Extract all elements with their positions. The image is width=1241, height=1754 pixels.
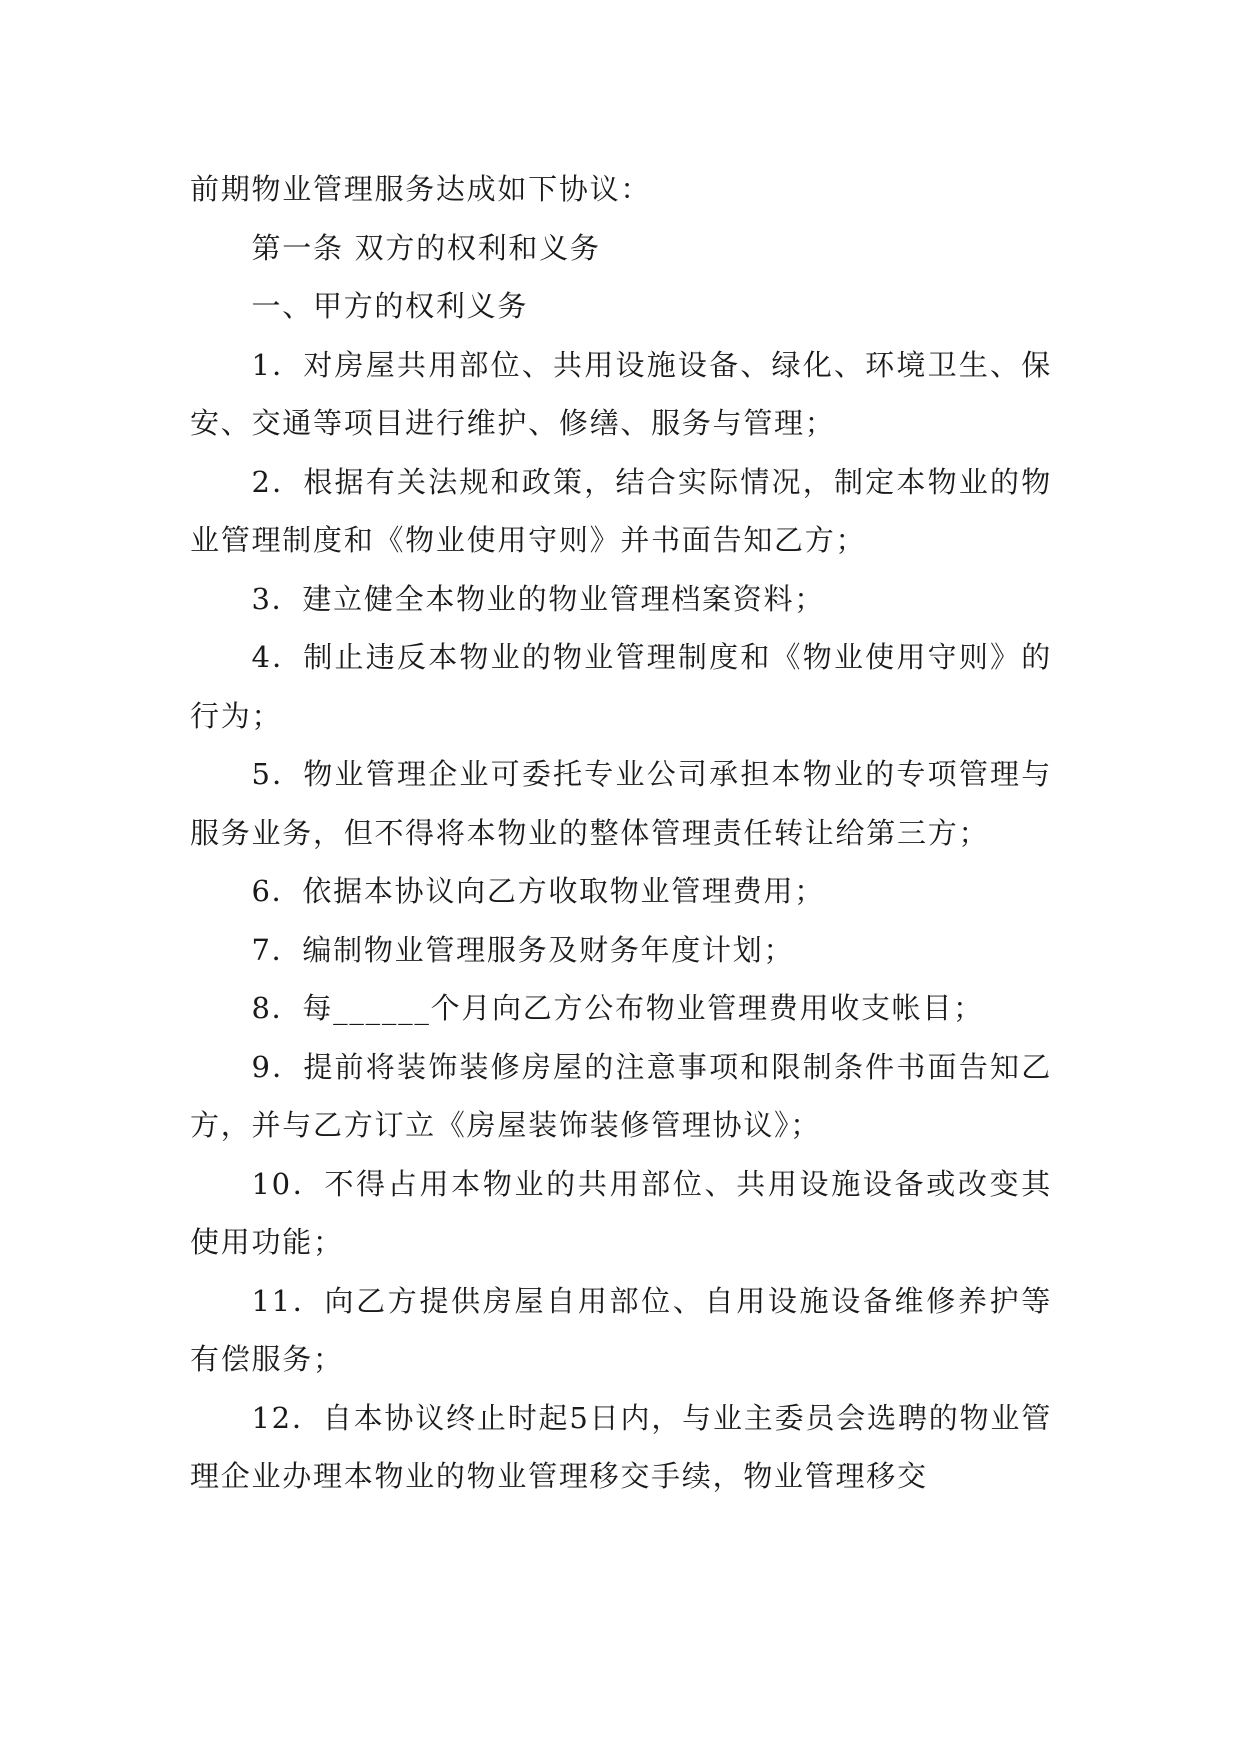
clause-10: 10．不得占用本物业的共用部位、共用设施设备或改变其使用功能；	[190, 1166, 1052, 1259]
article-heading: 第一条 双方的权利和义务	[251, 230, 601, 265]
clause-6: 6．依据本协议向乙方收取物业管理费用；	[251, 874, 825, 908]
section-heading: 一、甲方的权利义务	[251, 289, 529, 323]
document-body	[190, 160, 1052, 1506]
clause-5: 5．物业管理企业可委托专业公司承担本物业的专项管理与服务业务，但不得将本物业的整体管理责任转让给第三方；	[190, 757, 1052, 850]
clause-7: 7．编制物业管理服务及财务年度计划；	[251, 932, 795, 967]
paragraph-intro: 前期物业管理服务达成如下协议：	[190, 172, 652, 206]
clause-8: 8．每______个月向乙方公布物业管理费用收支帐目；	[251, 991, 984, 1025]
clause-2: 2．根据有关法规和政策，结合实际情况，制定本物业的物业管理制度和《物业使用守则》并书面告知乙方；	[190, 464, 1052, 557]
clause-12: 12．自本协议终止时起5日内，与业主委员会选聘的物业管理企业办理本物业的物业管理移交手续，物业管理移交	[190, 1400, 1052, 1493]
clause-4: 4．制止违反本物业的物业管理制度和《物业使用守则》的行为；	[190, 640, 1052, 733]
clause-3: 3．建立健全本物业的物业管理档案资料；	[251, 581, 825, 616]
clause-1: 1．对房屋共用部位、共用设施设备、绿化、环境卫生、保安、交通等项目进行维护、修缮、服务与管理；	[190, 347, 1052, 440]
clause-9: 9．提前将装饰装修房屋的注意事项和限制条件书面告知乙方，并与乙方订立《房屋装饰装修管理协议》；	[190, 1049, 1052, 1142]
clause-11: 11．向乙方提供房屋自用部位、自用设施设备维修养护等有偿服务；	[190, 1283, 1052, 1376]
